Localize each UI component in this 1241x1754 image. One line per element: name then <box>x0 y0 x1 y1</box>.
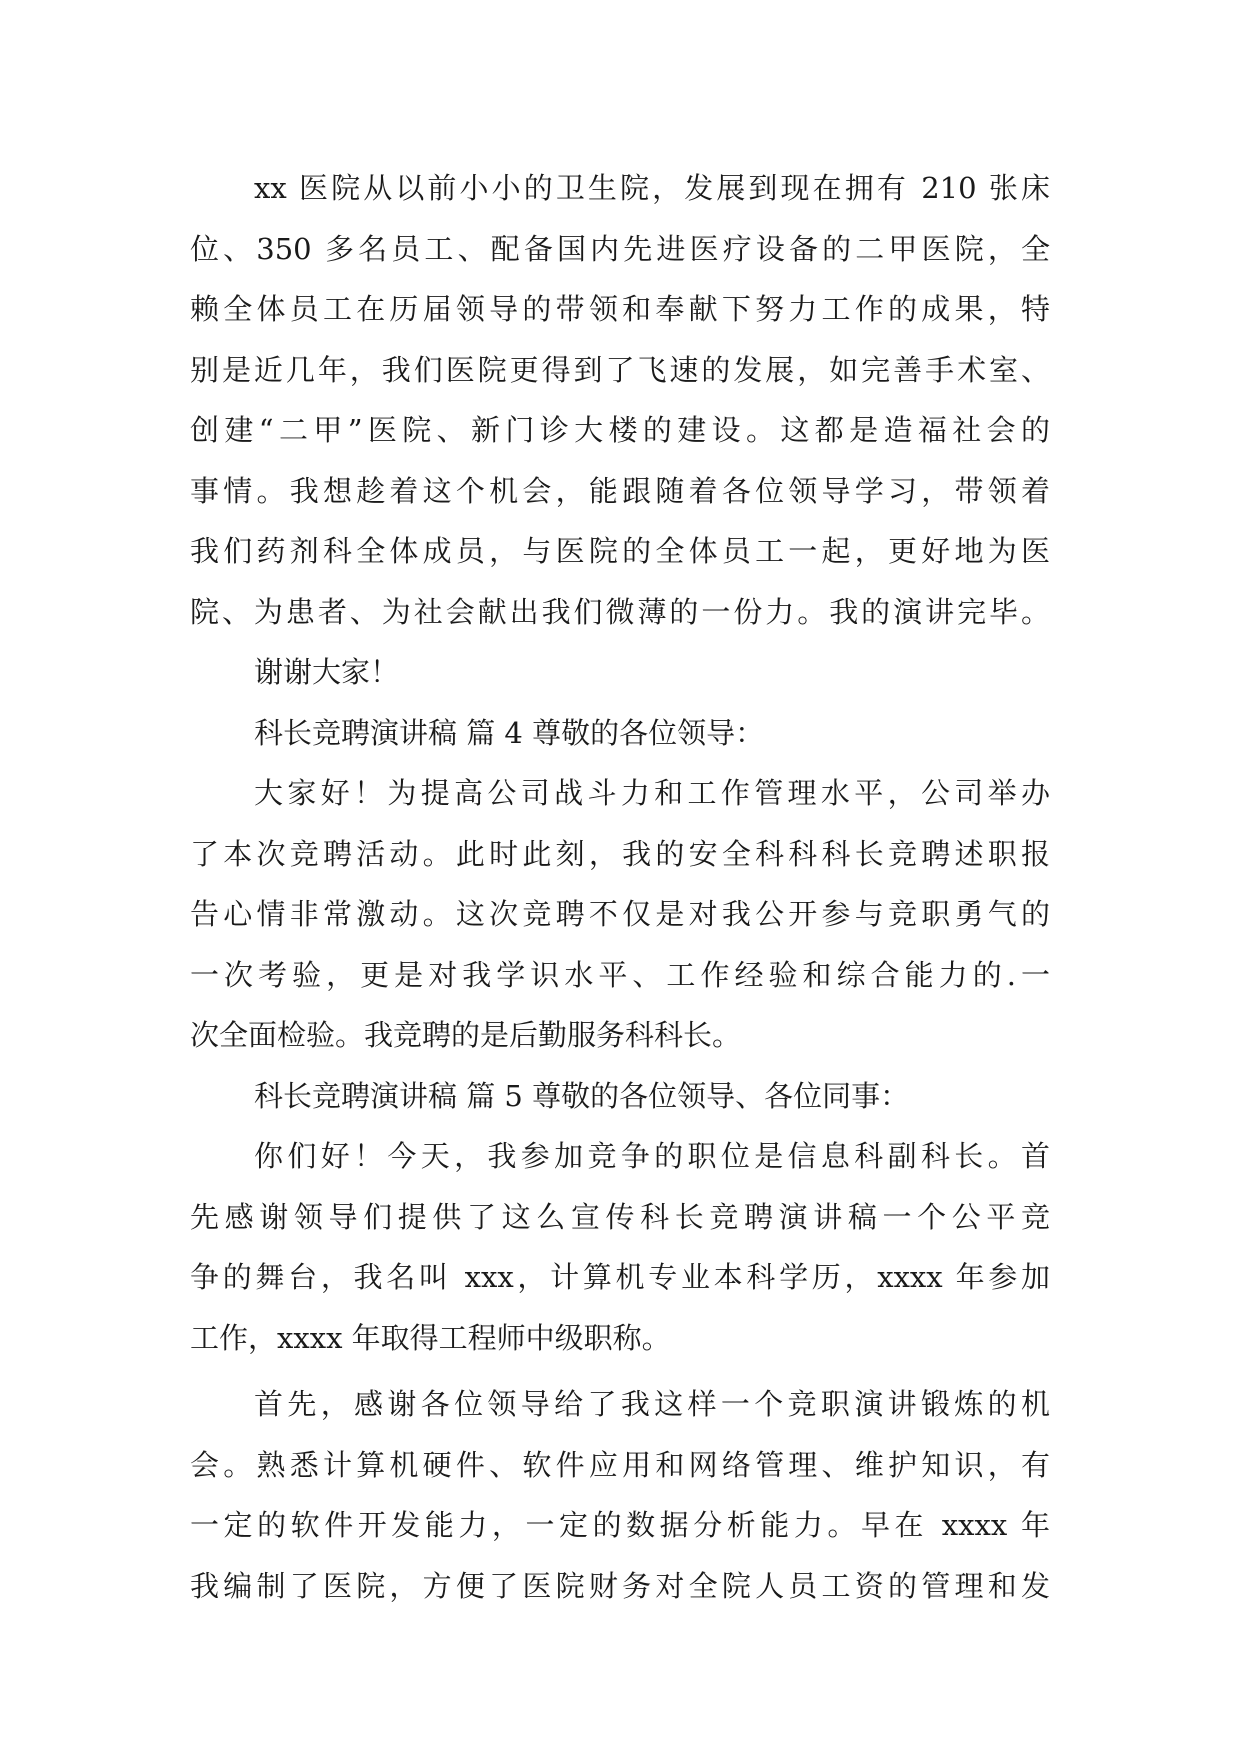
text-line: 我编制了医院，方便了医院财务对全院人员工资的管理和发 <box>190 1568 1050 1603</box>
document-body <box>190 158 1050 1616</box>
section-heading: 科长竞聘演讲稿 篇 5 尊敬的各位领导、各位同事： <box>254 1078 910 1113</box>
text-line: 大家好！为提高公司战斗力和工作管理水平，公司举办 <box>254 776 1050 810</box>
text-line: 争的舞台，我名叫 xxx，计算机专业本科学历，xxxx 年参加 <box>190 1260 1050 1294</box>
text-line: 先感谢领导们提供了这么宣传科长竞聘演讲稿一个公平竞 <box>190 1199 1050 1234</box>
text-line: 一定的软件开发能力，一定的数据分析能力。早在 xxxx 年 <box>190 1508 1050 1542</box>
text-line: 次全面检验。我竞聘的是后勤服务科科长。 <box>190 1018 742 1052</box>
text-line: 你们好！今天，我参加竞争的职位是信息科副科长。首 <box>254 1139 1050 1173</box>
text-line: 事情。我想趁着这个机会，能跟随着各位领导学习，带领着 <box>190 473 1050 508</box>
text-line: 首先，感谢各位领导给了我这样一个竞职演讲锻炼的机 <box>254 1387 1050 1421</box>
text-line: 一次考验，更是对我学识水平、工作经验和综合能力的.一 <box>190 957 1050 992</box>
text-line: 赖全体员工在历届领导的带领和奉献下努力工作的成果，特 <box>190 292 1050 326</box>
text-line: 院、为患者、为社会献出我们微薄的一份力。我的演讲完毕。 <box>190 594 1050 629</box>
text-line: 会。熟悉计算机硬件、软件应用和网络管理、维护知识，有 <box>190 1447 1050 1482</box>
text-line: xx 医院从以前小小的卫生院，发展到现在拥有 210 张床 <box>254 171 1050 205</box>
text-line: 创建“二甲”医院、新门诊大楼的建设。这都是造福社会的 <box>190 413 1050 447</box>
text-line: 谢谢大家！ <box>254 655 400 689</box>
text-line: 位、350 多名员工、配备国内先进医疗设备的二甲医院，全 <box>190 231 1050 266</box>
text-line: 了本次竞聘活动。此时此刻，我的安全科科科长竞聘述职报 <box>190 836 1050 871</box>
text-line: 工作，xxxx 年取得工程师中级职称。 <box>190 1320 671 1355</box>
text-line: 别是近几年，我们医院更得到了飞速的发展，如完善手术室、 <box>190 352 1050 387</box>
text-line: 告心情非常激动。这次竞聘不仅是对我公开参与竞职勇气的 <box>190 897 1050 931</box>
section-heading: 科长竞聘演讲稿 篇 4 尊敬的各位领导： <box>254 715 765 750</box>
text-line: 我们药剂科全体成员，与医院的全体员工一起，更好地为医 <box>190 534 1050 568</box>
